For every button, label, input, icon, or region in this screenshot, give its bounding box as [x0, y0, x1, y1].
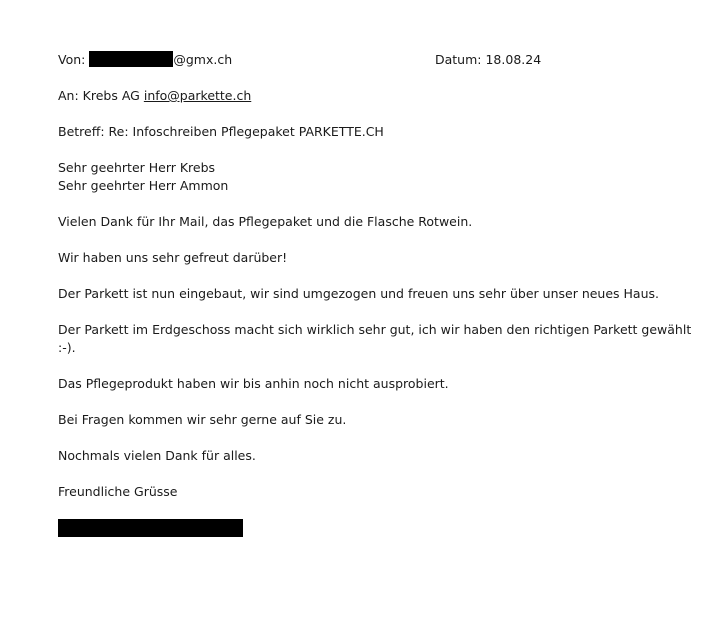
paragraph-6: Bei Fragen kommen wir sehr gerne auf Sie zu. [58, 412, 347, 427]
paragraph-1: Vielen Dank für Ihr Mail, das Pflegepaket und die Flasche Rotwein. [58, 214, 473, 229]
from-domain: @gmx.ch [173, 52, 233, 67]
letter-document [58, 51, 692, 537]
to-line [58, 87, 668, 105]
paragraph-2: Wir haben uns sehr gefreut darüber! [58, 250, 288, 265]
closing-line: Freundliche Grüsse [58, 484, 178, 499]
subject-line: Betreff: Re: Infoschreiben Pflegepaket PARKETTE.CH [58, 124, 384, 139]
redacted-signature-block [58, 519, 243, 537]
date-line [435, 51, 541, 69]
from-line [58, 51, 232, 69]
salutation-block [58, 159, 668, 195]
to-email-link[interactable]: info@parkette.ch [143, 88, 252, 103]
from-label: Von: [58, 52, 86, 67]
paragraph-7: Nochmals vielen Dank für alles. [58, 448, 256, 463]
date-label: Datum: [435, 52, 482, 67]
to-label: An: Krebs AG [58, 88, 140, 103]
paragraph-4 [58, 321, 692, 357]
paragraph-5: Das Pflegeprodukt haben wir bis anhin noch nicht ausprobiert. [58, 376, 449, 391]
header-row [58, 51, 668, 69]
paragraph-4-line-1: Der Parkett im Erdgeschoss macht sich wirklich sehr gut, ich wir haben den richtigen Parkett gewählt [58, 322, 692, 337]
paragraph-3: Der Parkett ist nun eingebaut, wir sind umgezogen und freuen uns sehr über unser neues Haus. [58, 286, 660, 301]
date-value: 18.08.24 [485, 52, 542, 67]
paragraph-4-line-2: :-). [58, 340, 76, 355]
salutation-1: Sehr geehrter Herr Krebs [58, 160, 216, 175]
salutation-2: Sehr geehrter Herr Ammon [58, 178, 229, 193]
redacted-email-block [89, 51, 173, 67]
